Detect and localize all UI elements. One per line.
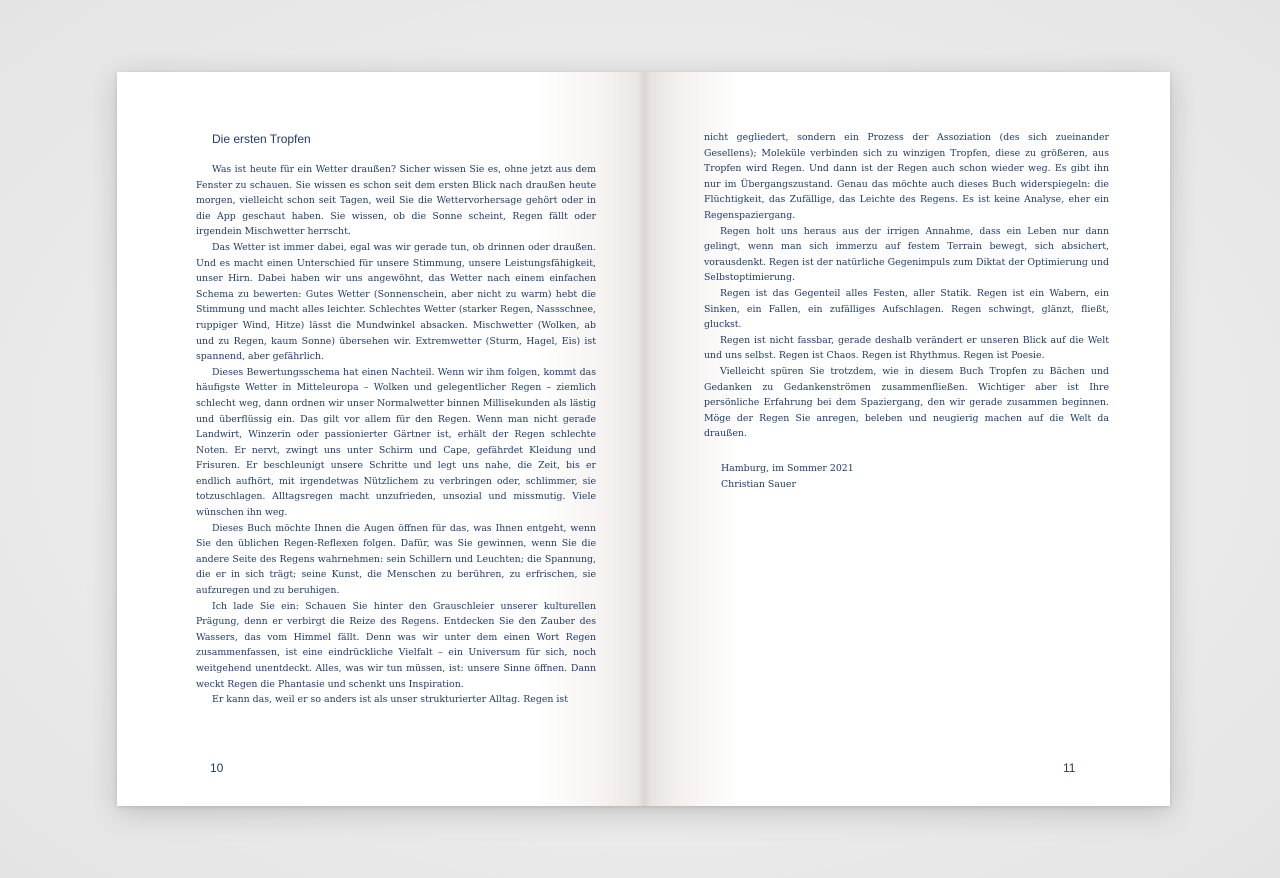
paragraph: nicht gegliedert, sondern ein Prozess der Assoziation (des sich zueinander Gesellens); Moleküle verbinden sich zu winzigen Tropfen, diese zu größeren, aus Tropfen wird Regen. Und dann ist der Regen auch schon wieder weg. Es gibt ihn nur im Übergangszustand. Genau das möchte auch dieses Buch widerspiegeln: die Flüchtigkeit, das Zufällige, das Leichte des Regens. Es ist keine Analyse, eher ein Regenspaziergang.: [704, 132, 1109, 221]
paragraph: Das Wetter ist immer dabei, egal was wir gerade tun, ob drinnen oder draußen. Und es macht einen Unterschied für unsere Stimmung, unsere Leistungsfähigkeit, unser Hirn. Dabei haben wir uns angewöhnt, das Wetter nach einem einfachen Schema zu bewerten: Gutes Wetter (Sonnenschein, aber nicht zu warm) hebt die Stimmung und macht alles leichter. Schlechtes Wetter (starker Regen, Nassschnee, ruppiger Wind, Hitze) lässt die Mundwinkel absacken. Mischwetter (Wolken, ab und zu Regen, kaum Sonne) übersehen wir. Extremwetter (Sturm, Hagel, Eis) ist spannend, aber gefährlich.: [196, 241, 596, 363]
open-book: [117, 72, 1170, 806]
paragraph: Dieses Bewertungsschema hat einen Nachteil. Wenn wir ihm folgen, kommt das häufigste Wetter in Mitteleuropa – Wolken und gelegentlicher Regen – ziemlich schlecht weg, dann ordnen wir unser Normalwetter binnen Millisekunden als lästig und überflüssig ein. Das gilt vor allem für den Regen. Wenn man nicht gerade Landwirt, Winzerin oder passionierter Gärtner ist, erhält der Regen schlechte Noten. Er nervt, zwingt uns unter Schirm und Cape, gefährdet Kleidung und Frisuren. Er beschleunigt unsere Schritte und legt uns nahe, die Zeit, bis er endlich aufhört, mit irgendetwas Nützlichem zu verbringen oder, schlimmer, sie totzuschlagen. Alltagsregen macht unzufrieden, unsozial und missmutig. Viele wünschen ihn weg.: [196, 366, 596, 519]
paragraph: Dieses Buch möchte Ihnen die Augen öffnen für das, was Ihnen entgeht, wenn Sie den üblichen Regen-Reflexen folgen. Dafür, was Sie gewinnen, wenn Sie die andere Seite des Regens wahrnehmen: sein Schillern und Leuchten; die Spannung, die er in sich trägt; seine Kunst, die Menschen zu berühren, zu erfrischen, sie aufzuregen und zu beruhigen.: [196, 522, 596, 597]
chapter-title: Die ersten Tropfen: [212, 132, 311, 146]
page-number-left: 10: [210, 761, 224, 775]
left-page-body: [196, 162, 596, 708]
signature: [721, 461, 854, 492]
right-page-body: [704, 130, 1109, 442]
paragraph: Er kann das, weil er so anders ist als unser strukturierter Alltag. Regen ist: [212, 694, 568, 706]
paragraph: Vielleicht spüren Sie trotzdem, wie in diesem Buch Tropfen zu Bächen und Gedanken zu Gedankenströmen zusammenfließen. Wichtiger aber ist Ihre persönliche Erfahrung bei dem Spaziergang, den wir gerade zusammen beginnen. Möge der Regen Sie anregen, beleben und neugierig machen auf die Welt da draußen.: [704, 365, 1109, 440]
paragraph: Ich lade Sie ein: Schauen Sie hinter den Grauschleier unserer kulturellen Prägung, denn er verbirgt die Reize des Regens. Entdecken Sie den Zauber des Wassers, das vom Himmel fällt. Denn was wir unter dem einen Wort Regen zusammenfassen, ist eine eindrückliche Vielfalt – ein Universum für sich, noch weitgehend unentdeckt. Alles, was wir tun müssen, ist: unsere Sinne öffnen. Dann weckt Regen die Phantasie und schenkt uns Inspiration.: [196, 600, 596, 690]
book-gutter: [637, 72, 651, 806]
paragraph: Regen ist nicht fassbar, gerade deshalb verändert er unseren Blick auf die Welt und uns selbst. Regen ist Chaos. Regen ist Rhythmus. Regen ist Poesie.: [704, 334, 1109, 362]
paragraph: Regen holt uns heraus aus der irrigen Annahme, dass ein Leben nur dann gelingt, wenn man sich immerzu auf festem Terrain bewegt, sich absichert, vorausdenkt. Regen ist der natürliche Gegenimpuls zum Diktat der Optimierung und Selbstoptimierung.: [704, 225, 1109, 284]
left-page: [117, 72, 644, 806]
paragraph: Was ist heute für ein Wetter draußen? Sicher wissen Sie es, ohne jetzt aus dem Fenster zu schauen. Sie wissen es schon seit dem ersten Blick nach draußen heute morgen, vielleicht schon seit Tagen, weil Sie die Wettervorhersage gehört oder in die App geschaut haben. Sie wissen, ob die Sonne scheint, Regen fällt oder irgendein Mischwetter herrscht.: [196, 164, 596, 238]
paragraph: Regen ist das Gegenteil alles Festen, aller Statik. Regen ist ein Wabern, ein Sinken, ein Fallen, ein zufälliges Aufschlagen. Regen schwingt, glänzt, fließt, gluckst.: [704, 287, 1109, 331]
page-number-right: 11: [1063, 761, 1076, 775]
right-page: [644, 72, 1170, 806]
signature-author: Christian Sauer: [721, 478, 796, 490]
signature-place-date: Hamburg, im Sommer 2021: [721, 463, 854, 474]
